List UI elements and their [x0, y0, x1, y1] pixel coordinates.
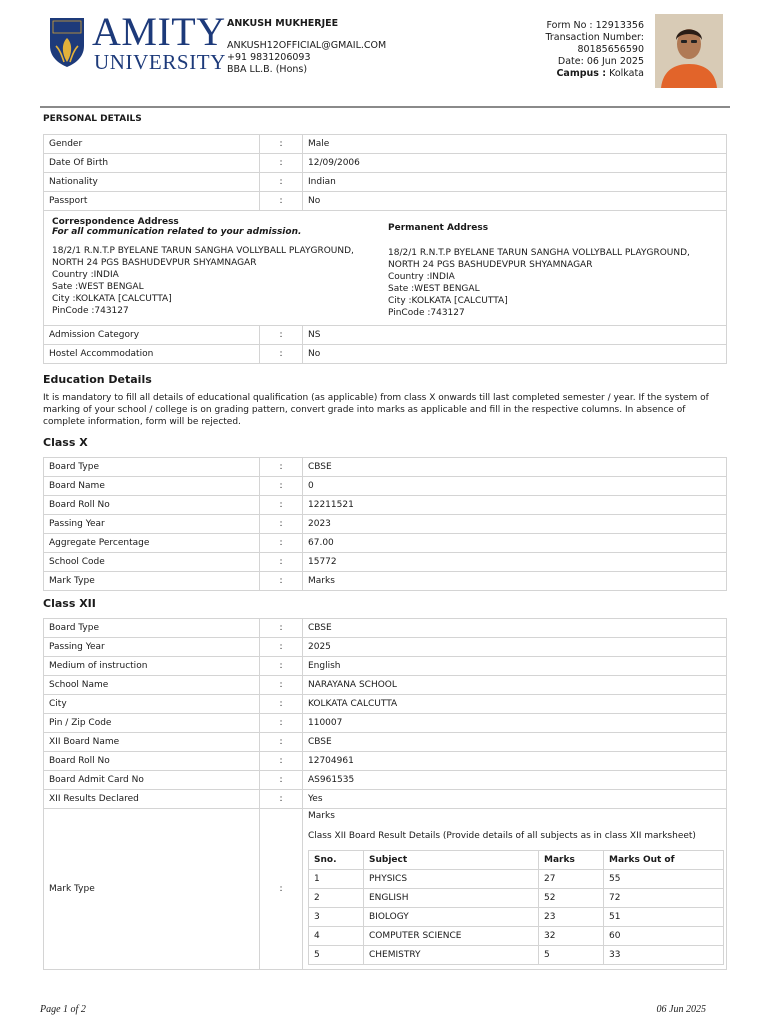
- gender-value: Male: [303, 135, 727, 154]
- table-row: [44, 534, 727, 553]
- subject-marks-out-of: 60: [604, 927, 724, 946]
- row-label: Mark Type: [44, 572, 260, 591]
- address-line: 18/2/1 R.N.T.P BYELANE TARUN SANGHA VOLLYBALL PLAYGROUND,: [52, 246, 354, 256]
- row-sep: :: [260, 714, 303, 733]
- applicant-program: BBA LL.B. (Hons): [227, 64, 308, 75]
- row-label: Board Roll No: [44, 752, 260, 771]
- correspondence-lines: [52, 245, 388, 317]
- subject-row: [309, 889, 724, 908]
- subject-row: [309, 908, 724, 927]
- table-row: [44, 173, 727, 192]
- table-row: [44, 515, 727, 534]
- page-number: Page 1 of 2: [40, 1004, 86, 1015]
- subject-marks: 32: [539, 927, 604, 946]
- row-sep: :: [260, 809, 303, 970]
- column-header: Marks Out of: [604, 851, 724, 870]
- mark-type-detail: [303, 809, 727, 970]
- address-line: NORTH 24 PGS BASHUDEVPUR SHYAMNAGAR: [388, 260, 593, 270]
- subject-name: ENGLISH: [364, 889, 539, 908]
- table-row: [44, 572, 727, 591]
- row-label: Mark Type: [44, 809, 260, 970]
- row-value: 0: [303, 477, 727, 496]
- result-caption: Class XII Board Result Details (Provide details of all subjects as in class XII marksheet): [308, 831, 696, 841]
- row-sep: :: [260, 326, 303, 345]
- personal-details-heading: PERSONAL DETAILS: [43, 114, 142, 124]
- table-row: [44, 752, 727, 771]
- applicant-photo: [655, 14, 723, 88]
- subject-sno: 5: [309, 946, 364, 965]
- form-meta: [545, 20, 644, 80]
- subject-row: [309, 927, 724, 946]
- row-sep: :: [260, 515, 303, 534]
- nationality-value: Indian: [303, 173, 727, 192]
- applicant-email: ANKUSH12OFFICIAL@GMAIL.COM: [227, 40, 387, 51]
- row-label: Gender: [44, 135, 260, 154]
- admission-category-value: NS: [303, 326, 727, 345]
- row-sep: :: [260, 619, 303, 638]
- correspondence-address: [52, 217, 388, 319]
- column-header: Marks: [539, 851, 604, 870]
- row-label: Pin / Zip Code: [44, 714, 260, 733]
- subject-sno: 2: [309, 889, 364, 908]
- subject-marks: 52: [539, 889, 604, 908]
- row-label: School Code: [44, 553, 260, 572]
- row-label: Board Name: [44, 477, 260, 496]
- table-row: [44, 733, 727, 752]
- row-value: 15772: [303, 553, 727, 572]
- address-line: Country :INDIA: [52, 270, 119, 280]
- subject-name: PHYSICS: [364, 870, 539, 889]
- dob-value: 12/09/2006: [303, 154, 727, 173]
- address-line: City :KOLKATA [CALCUTTA]: [388, 296, 508, 306]
- row-label: Medium of instruction: [44, 657, 260, 676]
- row-value: KOLKATA CALCUTTA: [303, 695, 727, 714]
- subject-sno: 4: [309, 927, 364, 946]
- table-row: [44, 154, 727, 173]
- table-row: [44, 326, 727, 345]
- logo-wordmark-university: UNIVERSITY: [94, 50, 226, 74]
- table-row: [44, 192, 727, 211]
- row-label: Passport: [44, 192, 260, 211]
- row-sep: :: [260, 345, 303, 364]
- row-label: City: [44, 695, 260, 714]
- row-sep: :: [260, 192, 303, 211]
- footer-date: 06 Jun 2025: [656, 1004, 706, 1015]
- header-divider: [40, 106, 730, 108]
- row-sep: :: [260, 771, 303, 790]
- row-label: Board Type: [44, 619, 260, 638]
- table-row: [44, 496, 727, 515]
- row-sep: :: [260, 572, 303, 591]
- row-value: 2025: [303, 638, 727, 657]
- form-date: Date: 06 Jun 2025: [557, 56, 644, 67]
- row-value: AS961535: [303, 771, 727, 790]
- subject-sno: 3: [309, 908, 364, 927]
- address-line: Country :INDIA: [388, 272, 455, 282]
- row-value: 2023: [303, 515, 727, 534]
- table-row: [44, 553, 727, 572]
- campus-label: Campus :: [556, 68, 607, 79]
- subject-sno: 1: [309, 870, 364, 889]
- table-row: [44, 771, 727, 790]
- address-cell: [44, 211, 727, 326]
- correspondence-note: For all communication related to your admission.: [52, 227, 302, 237]
- mark-type-value: Marks: [308, 811, 335, 821]
- subject-marks: 23: [539, 908, 604, 927]
- subject-marks-out-of: 55: [604, 870, 724, 889]
- passport-value: No: [303, 192, 727, 211]
- column-header: Sno.: [309, 851, 364, 870]
- row-value: 12211521: [303, 496, 727, 515]
- row-label: XII Results Declared: [44, 790, 260, 809]
- subject-marks-out-of: 51: [604, 908, 724, 927]
- address-line: Sate :WEST BENGAL: [52, 282, 144, 292]
- table-row: [44, 477, 727, 496]
- table-row: [44, 695, 727, 714]
- address-line: City :KOLKATA [CALCUTTA]: [52, 294, 172, 304]
- row-label: Passing Year: [44, 638, 260, 657]
- address-line: PinCode :743127: [52, 306, 129, 316]
- class-x-heading: Class X: [43, 436, 88, 449]
- row-sep: :: [260, 638, 303, 657]
- row-value: 67.00: [303, 534, 727, 553]
- row-sep: :: [260, 657, 303, 676]
- row-sep: :: [260, 790, 303, 809]
- logo-wordmark-amity: AMITY: [92, 9, 226, 54]
- permanent-address: [388, 217, 718, 319]
- transaction-number: 80185656590: [577, 44, 644, 55]
- correspondence-title: Correspondence Address: [52, 217, 179, 227]
- table-row: [44, 676, 727, 695]
- row-value: 12704961: [303, 752, 727, 771]
- class-xii-heading: Class XII: [43, 597, 96, 610]
- row-label: Board Admit Card No: [44, 771, 260, 790]
- applicant-info: [227, 18, 386, 76]
- subject-row: [309, 946, 724, 965]
- row-label: Nationality: [44, 173, 260, 192]
- class-x-table: [43, 457, 727, 591]
- hostel-value: No: [303, 345, 727, 364]
- row-sep: :: [260, 733, 303, 752]
- address-line: Sate :WEST BENGAL: [388, 284, 480, 294]
- table-row: [44, 135, 727, 154]
- row-sep: :: [260, 458, 303, 477]
- applicant-phone: +91 9831206093: [227, 52, 311, 63]
- row-label: Board Type: [44, 458, 260, 477]
- row-sep: :: [260, 135, 303, 154]
- address-line: PinCode :743127: [388, 308, 465, 318]
- row-value: CBSE: [303, 458, 727, 477]
- subject-marks-out-of: 33: [604, 946, 724, 965]
- row-value: Yes: [303, 790, 727, 809]
- address-line: NORTH 24 PGS BASHUDEVPUR SHYAMNAGAR: [52, 258, 257, 268]
- subject-row: [309, 870, 724, 889]
- table-row: [44, 619, 727, 638]
- mark-type-row: [44, 809, 727, 970]
- row-sep: :: [260, 154, 303, 173]
- education-heading: Education Details: [43, 373, 152, 386]
- row-value: English: [303, 657, 727, 676]
- row-value: CBSE: [303, 733, 727, 752]
- row-label: Aggregate Percentage: [44, 534, 260, 553]
- row-label: School Name: [44, 676, 260, 695]
- table-row: [44, 714, 727, 733]
- address-line: 18/2/1 R.N.T.P BYELANE TARUN SANGHA VOLLYBALL PLAYGROUND,: [388, 248, 690, 258]
- row-value: NARAYANA SCHOOL: [303, 676, 727, 695]
- subject-name: COMPUTER SCIENCE: [364, 927, 539, 946]
- table-row: [44, 657, 727, 676]
- personal-details-table: [43, 134, 727, 364]
- row-sep: :: [260, 534, 303, 553]
- row-sep: :: [260, 695, 303, 714]
- transaction-label: Transaction Number:: [545, 32, 644, 43]
- subjects-table: [308, 850, 724, 965]
- row-label: Passing Year: [44, 515, 260, 534]
- campus-value: Kolkata: [609, 68, 644, 79]
- row-label: Date Of Birth: [44, 154, 260, 173]
- row-label: Admission Category: [44, 326, 260, 345]
- table-row: [44, 638, 727, 657]
- campus: [545, 68, 644, 80]
- applicant-name: ANKUSH MUKHERJEE: [227, 18, 339, 29]
- subject-name: BIOLOGY: [364, 908, 539, 927]
- row-sep: :: [260, 496, 303, 515]
- permanent-lines: [388, 247, 718, 319]
- row-label: Board Roll No: [44, 496, 260, 515]
- permanent-title: Permanent Address: [388, 223, 489, 233]
- form-number: Form No : 12913356: [546, 20, 644, 31]
- subject-marks: 5: [539, 946, 604, 965]
- row-value: CBSE: [303, 619, 727, 638]
- table-row: [44, 345, 727, 364]
- row-label: XII Board Name: [44, 733, 260, 752]
- row-sep: :: [260, 477, 303, 496]
- row-sep: :: [260, 173, 303, 192]
- row-value: Marks: [303, 572, 727, 591]
- class-xii-table: [43, 618, 727, 970]
- column-header: Subject: [364, 851, 539, 870]
- university-crest-icon: [48, 16, 86, 68]
- row-label: Hostel Accommodation: [44, 345, 260, 364]
- education-instructions: It is mandatory to fill all details of educational qualification (as applicable) from class X onwards till last completed semester / year. If the system of marking of your school / college is on grading pattern, convert grade into marks as applicable and fill in the respective columns. In absence of complete information, form will be rejected.: [43, 393, 709, 427]
- row-sep: :: [260, 676, 303, 695]
- table-row: [44, 458, 727, 477]
- subject-name: CHEMISTRY: [364, 946, 539, 965]
- row-sep: :: [260, 553, 303, 572]
- subject-marks: 27: [539, 870, 604, 889]
- subjects-header-row: [309, 851, 724, 870]
- row-value: 110007: [303, 714, 727, 733]
- address-row: [44, 211, 727, 326]
- row-sep: :: [260, 752, 303, 771]
- table-row: [44, 790, 727, 809]
- subject-marks-out-of: 72: [604, 889, 724, 908]
